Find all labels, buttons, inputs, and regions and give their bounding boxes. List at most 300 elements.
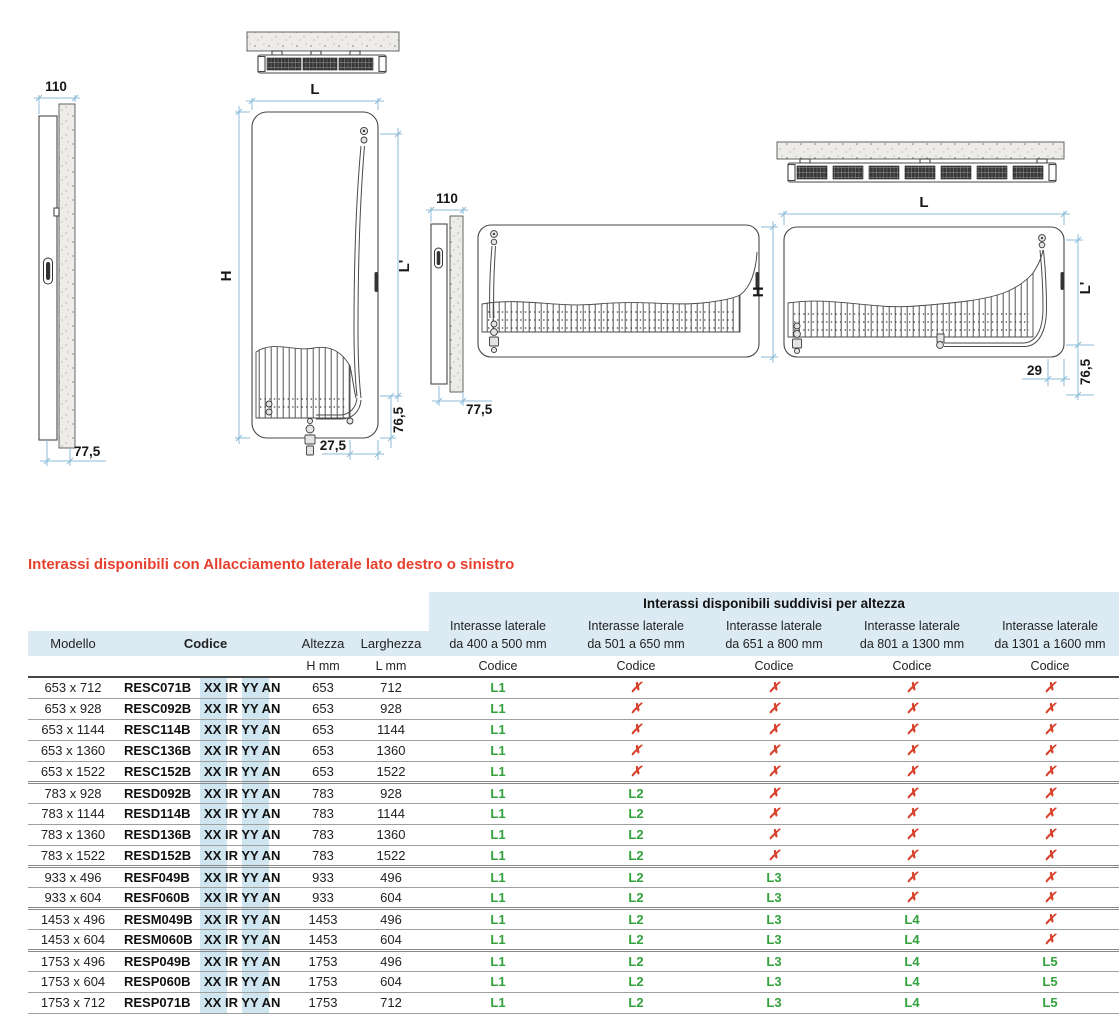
table-row [28, 761, 1119, 782]
dim-vertical-depth-panel: 77,5 [74, 444, 101, 459]
code-base: RESC136B [124, 743, 192, 758]
interasse-code: L1 [490, 743, 506, 758]
interasse-4-label: Interasse laterale [864, 618, 960, 633]
interasse-code: L1 [490, 911, 506, 927]
code-base: RESC152B [124, 763, 192, 779]
code-suffix: XX IR YY AN [204, 827, 281, 842]
code-base: RESM049B [124, 911, 193, 927]
table-row [28, 992, 1119, 1013]
not-available-mark: ✗ [906, 721, 918, 737]
width-cell: 928 [380, 701, 402, 716]
interasse-code-cell-5 [981, 971, 1119, 992]
code-suffix: XX IR YY AN [204, 974, 281, 989]
interasse-code: L2 [628, 869, 644, 885]
height-cell: 783 [312, 806, 334, 821]
height-cell: 653 [312, 763, 334, 779]
height-cell: 653 [312, 680, 334, 696]
interasse-code: L1 [490, 763, 506, 779]
subheader-codice-1: Codice [429, 656, 567, 677]
interasse-code-cell-4 [843, 887, 981, 908]
not-available-mark: ✗ [768, 700, 780, 716]
model-cell: 783 x 1144 [41, 806, 105, 821]
interasse-code: L3 [766, 995, 782, 1010]
code-suffix: XX IR YY AN [204, 869, 281, 885]
code-suffix: XX IR YY AN [204, 806, 281, 821]
table-row [28, 698, 1119, 719]
model-cell: 933 x 496 [44, 869, 102, 885]
code-suffix: XX IR YY AN [204, 995, 281, 1010]
not-available-mark: ✗ [630, 742, 642, 758]
not-available-mark: ✗ [906, 700, 918, 716]
header-spacer [28, 592, 429, 614]
not-available-mark: ✗ [1044, 721, 1056, 737]
horizontal-radiator-front-view-right [778, 194, 1094, 400]
code-base: RESF049B [124, 869, 190, 885]
interasse-code-cell-5 [981, 929, 1119, 950]
group-header: Interassi disponibili suddivisi per altezza [429, 592, 1119, 614]
interasse-code: L5 [1042, 953, 1058, 969]
not-available-mark: ✗ [906, 826, 918, 842]
dim-vertical-height: H [218, 270, 235, 282]
model-cell: 653 x 1360 [40, 743, 106, 758]
dim-horizontal-pipe-offset: 29 [1026, 363, 1042, 378]
interasse-code-cell-1 [429, 845, 567, 866]
width-cell: 496 [380, 953, 402, 969]
not-available-mark: ✗ [630, 679, 642, 696]
interasse-code: L2 [628, 847, 644, 863]
code-cell [118, 824, 293, 845]
availability-table [28, 592, 1119, 1014]
not-available-mark: ✗ [906, 762, 918, 779]
not-available-mark: ✗ [630, 721, 642, 737]
interasse-code-cell-5 [981, 824, 1119, 845]
interasse-code-cell-3 [705, 908, 843, 929]
dim-horizontal-height: H [750, 286, 767, 298]
interasse-code-cell-1 [429, 950, 567, 971]
interasse-code-cell-5 [981, 803, 1119, 824]
model-cell: 783 x 1360 [40, 827, 106, 842]
interasse-code-cell-5 [981, 908, 1119, 929]
interasse-5-range: da 1301 a 1600 mm [994, 636, 1106, 651]
height-cell: 933 [312, 889, 334, 905]
column-header-larghezza [353, 614, 429, 656]
code-cell [118, 845, 293, 866]
interasse-code-cell-4 [843, 992, 981, 1013]
not-available-mark: ✗ [1044, 762, 1056, 779]
interasse-code: L4 [904, 974, 920, 989]
interasse-code-cell-3 [705, 845, 843, 866]
code-suffix: XX IR YY AN [204, 911, 281, 927]
interasse-2-label: Interasse laterale [588, 618, 684, 633]
horizontal-radiator-front-view-left [478, 221, 778, 363]
height-cell: 1753 [308, 995, 338, 1010]
interasse-code-cell-3 [705, 677, 843, 698]
not-available-mark: ✗ [1044, 700, 1056, 716]
not-available-mark: ✗ [906, 805, 918, 821]
table-row [28, 929, 1119, 950]
interasse-code-cell-4 [843, 677, 981, 698]
interasse-code-cell-5 [981, 992, 1119, 1013]
interasse-code-cell-4 [843, 866, 981, 887]
height-cell: 653 [312, 701, 334, 716]
code-cell [118, 782, 293, 803]
model-cell: 933 x 604 [44, 889, 102, 905]
table-row [28, 845, 1119, 866]
not-available-mark: ✗ [906, 784, 918, 801]
code-base: RESC092B [124, 701, 192, 716]
code-base: RESP071B [124, 995, 191, 1010]
dim-horizontal-width: L [919, 194, 929, 211]
interasse-code: L1 [490, 722, 506, 737]
interasse-code-cell-4 [843, 824, 981, 845]
height-cell: 783 [312, 847, 334, 863]
interasse-code-cell-2 [567, 698, 705, 719]
height-cell: 1453 [308, 911, 338, 927]
interasse-code-cell-3 [705, 824, 843, 845]
column-header-codice-label: Codice [183, 636, 228, 651]
code-base: RESP060B [124, 974, 191, 989]
interasse-code: L4 [904, 931, 920, 947]
interasse-code-cell-5 [981, 698, 1119, 719]
not-available-mark: ✗ [768, 679, 780, 696]
interasse-code-cell-1 [429, 824, 567, 845]
interasse-code-cell-1 [429, 698, 567, 719]
code-suffix: XX IR YY AN [204, 847, 281, 863]
interasse-code-cell-1 [429, 992, 567, 1013]
vertical-radiator-top-view [247, 32, 399, 73]
column-header-modello-label: Modello [50, 636, 96, 651]
interasse-code: L3 [766, 931, 782, 947]
interasse-code-cell-2 [567, 740, 705, 761]
dim-vertical-pipe-offset: 27,5 [319, 438, 346, 453]
width-cell: 496 [380, 911, 402, 927]
code-base: RESP049B [124, 953, 191, 969]
dim-vertical-depth-total: 110 [45, 79, 67, 94]
code-cell [118, 929, 293, 950]
width-cell: 1144 [377, 806, 405, 821]
interasse-code-cell-4 [843, 950, 981, 971]
interasse-code-cell-2 [567, 971, 705, 992]
column-header-interasse-5 [981, 614, 1119, 656]
code-base: RESF060B [124, 889, 190, 905]
not-available-mark: ✗ [1044, 868, 1056, 885]
interasse-code: L5 [1042, 995, 1058, 1010]
column-header-altezza [293, 614, 353, 656]
code-cell [118, 761, 293, 782]
interasse-code-cell-2 [567, 908, 705, 929]
model-cell: 653 x 712 [44, 680, 102, 696]
not-available-mark: ✗ [768, 742, 780, 758]
not-available-mark: ✗ [768, 826, 780, 842]
table-row [28, 803, 1119, 824]
model-cell: 1453 x 496 [40, 911, 106, 927]
interasse-code-cell-2 [567, 677, 705, 698]
interasse-code: L1 [490, 869, 506, 885]
interasse-code-cell-2 [567, 719, 705, 740]
interasse-3-range: da 651 a 800 mm [725, 636, 823, 651]
code-cell [118, 740, 293, 761]
interasse-code: L2 [628, 785, 644, 801]
code-base: RESD114B [124, 806, 191, 821]
code-suffix: XX IR YY AN [204, 931, 281, 947]
height-cell: 783 [312, 827, 334, 842]
not-available-mark: ✗ [1044, 826, 1056, 842]
table-row [28, 908, 1119, 929]
subheader-codice-3: Codice [705, 656, 843, 677]
code-cell [118, 908, 293, 929]
interasse-code-cell-3 [705, 719, 843, 740]
interasse-code: L1 [490, 701, 506, 716]
not-available-mark: ✗ [906, 868, 918, 885]
code-cell [118, 866, 293, 887]
dim-horizontal-interaxis: L' [1077, 281, 1094, 295]
interasse-code-cell-1 [429, 929, 567, 950]
table-row [28, 782, 1119, 803]
interasse-code-cell-3 [705, 887, 843, 908]
code-suffix: XX IR YY AN [204, 680, 281, 696]
interasse-code: L1 [490, 974, 506, 989]
not-available-mark: ✗ [768, 846, 780, 863]
interasse-code-cell-4 [843, 929, 981, 950]
interasse-code-cell-2 [567, 866, 705, 887]
code-cell [118, 887, 293, 908]
interasse-code-cell-3 [705, 782, 843, 803]
interasse-code: L2 [628, 995, 644, 1010]
interasse-code: L3 [766, 911, 782, 927]
subheader-empty-2 [118, 656, 293, 677]
interasse-2-range: da 501 a 650 mm [587, 636, 685, 651]
model-cell: 1753 x 712 [40, 995, 106, 1010]
interasse-code-cell-3 [705, 950, 843, 971]
height-cell: 783 [312, 785, 334, 801]
interasse-code: L1 [490, 785, 506, 801]
interasse-code: L2 [628, 953, 644, 969]
interasse-code-cell-5 [981, 887, 1119, 908]
table-row [28, 866, 1119, 887]
dim-horizontal-depth-panel: 77,5 [466, 402, 493, 417]
availability-table-wrap [28, 592, 1119, 1014]
code-suffix: XX IR YY AN [204, 763, 281, 779]
width-cell: 1522 [376, 847, 406, 863]
interasse-code-cell-4 [843, 698, 981, 719]
interasse-code-cell-3 [705, 761, 843, 782]
interasse-3-label: Interasse laterale [726, 618, 822, 633]
table-row [28, 740, 1119, 761]
model-cell: 783 x 928 [44, 785, 102, 801]
interasse-code-cell-5 [981, 845, 1119, 866]
interasse-code: L3 [766, 974, 782, 989]
subheader-codice-5: Codice [981, 656, 1119, 677]
interasse-code: L2 [628, 911, 644, 927]
height-cell: 653 [312, 722, 334, 737]
dim-vertical-width: L [310, 81, 320, 98]
interasse-code-cell-1 [429, 761, 567, 782]
not-available-mark: ✗ [1044, 930, 1056, 947]
not-available-mark: ✗ [630, 700, 642, 716]
interasse-code-cell-5 [981, 677, 1119, 698]
width-cell: 496 [380, 869, 402, 885]
width-cell: 1360 [376, 743, 406, 758]
interasse-code-cell-1 [429, 740, 567, 761]
code-cell [118, 803, 293, 824]
interasse-code-cell-3 [705, 803, 843, 824]
table-row [28, 719, 1119, 740]
code-cell [118, 677, 293, 698]
not-available-mark: ✗ [1044, 888, 1056, 905]
interasse-code-cell-4 [843, 782, 981, 803]
column-header-interasse-2 [567, 614, 705, 656]
interasse-code: L5 [1042, 974, 1058, 989]
interasse-code-cell-2 [567, 824, 705, 845]
interasse-code-cell-4 [843, 845, 981, 866]
interasse-code-cell-3 [705, 866, 843, 887]
interasse-1-range: da 400 a 500 mm [449, 636, 547, 651]
interasse-code-cell-4 [843, 761, 981, 782]
code-suffix: XX IR YY AN [204, 889, 281, 905]
subheader-lmm: L mm [353, 656, 429, 677]
model-cell: 653 x 1144 [41, 722, 105, 737]
width-cell: 928 [380, 785, 402, 801]
interasse-code-cell-5 [981, 782, 1119, 803]
code-suffix: XX IR YY AN [204, 953, 281, 969]
code-base: RESD136B [124, 827, 192, 842]
code-cell [118, 992, 293, 1013]
interasse-code-cell-1 [429, 782, 567, 803]
interasse-code-cell-3 [705, 971, 843, 992]
interasse-code-cell-1 [429, 677, 567, 698]
not-available-mark: ✗ [1044, 805, 1056, 821]
interasse-code: L2 [628, 827, 644, 842]
interasse-code-cell-5 [981, 866, 1119, 887]
interasse-code-cell-2 [567, 887, 705, 908]
interasse-code: L2 [628, 806, 644, 821]
model-cell: 1453 x 604 [40, 931, 106, 947]
not-available-mark: ✗ [630, 762, 642, 779]
interasse-code: L2 [628, 889, 644, 905]
dim-horizontal-bottom-offset: 76,5 [1078, 358, 1093, 386]
interasse-code-cell-1 [429, 803, 567, 824]
interasse-code: L1 [490, 995, 506, 1010]
interasse-code-cell-5 [981, 761, 1119, 782]
height-cell: 1453 [308, 931, 338, 947]
model-cell: 1753 x 604 [40, 974, 106, 989]
interasse-code: L1 [490, 889, 506, 905]
interasse-code-cell-1 [429, 887, 567, 908]
subheader-hmm: H mm [293, 656, 353, 677]
interasse-code-cell-4 [843, 803, 981, 824]
interasse-code-cell-3 [705, 740, 843, 761]
interasse-code-cell-2 [567, 782, 705, 803]
dim-vertical-bottom-offset: 76,5 [391, 406, 406, 434]
code-base: RESD092B [124, 785, 192, 801]
not-available-mark: ✗ [906, 679, 918, 696]
not-available-mark: ✗ [768, 805, 780, 821]
interasse-code: L4 [904, 995, 920, 1010]
subheader-codice-2: Codice [567, 656, 705, 677]
interasse-code-cell-5 [981, 719, 1119, 740]
interasse-code-cell-1 [429, 971, 567, 992]
model-cell: 783 x 1522 [40, 847, 106, 863]
column-header-modello [28, 614, 118, 656]
not-available-mark: ✗ [768, 784, 780, 801]
width-cell: 1360 [376, 827, 406, 842]
table-body [28, 677, 1119, 1013]
interasse-code: L4 [904, 911, 920, 927]
interasse-1-label: Interasse laterale [450, 618, 546, 633]
column-header-codice [118, 614, 293, 656]
code-cell [118, 950, 293, 971]
table-row [28, 824, 1119, 845]
interasse-code-cell-1 [429, 866, 567, 887]
code-base: RESC071B [124, 680, 192, 696]
not-available-mark: ✗ [1044, 742, 1056, 758]
interasse-code: L2 [628, 931, 644, 947]
height-cell: 1753 [308, 953, 338, 969]
code-cell [118, 971, 293, 992]
model-cell: 653 x 1522 [40, 763, 106, 779]
interasse-code-cell-5 [981, 740, 1119, 761]
interasse-code: L4 [904, 953, 920, 969]
width-cell: 712 [380, 680, 402, 696]
interasse-code: L1 [490, 847, 506, 863]
code-base: RESD152B [124, 847, 192, 863]
not-available-mark: ✗ [1044, 784, 1056, 801]
width-cell: 1522 [376, 763, 406, 779]
interasse-code-cell-2 [567, 929, 705, 950]
interasse-code: L3 [766, 889, 782, 905]
code-suffix: XX IR YY AN [204, 743, 281, 758]
column-header-larghezza-label: Larghezza [360, 636, 422, 651]
interasse-code-cell-4 [843, 971, 981, 992]
horizontal-radiator-top-view [777, 142, 1064, 182]
not-available-mark: ✗ [906, 846, 918, 863]
not-available-mark: ✗ [1044, 679, 1056, 696]
code-cell [118, 719, 293, 740]
interasse-4-range: da 801 a 1300 mm [859, 636, 965, 651]
vertical-radiator-front-view [218, 81, 413, 460]
table-row [28, 677, 1119, 698]
column-header-altezza-label: Altezza [301, 636, 345, 651]
width-cell: 1144 [377, 722, 405, 737]
interasse-code-cell-2 [567, 761, 705, 782]
interasse-code: L1 [490, 680, 506, 696]
interasse-code-cell-1 [429, 719, 567, 740]
not-available-mark: ✗ [768, 721, 780, 737]
not-available-mark: ✗ [906, 742, 918, 758]
table-row [28, 971, 1119, 992]
interasse-code-cell-2 [567, 992, 705, 1013]
column-header-interasse-3 [705, 614, 843, 656]
vertical-radiator-side-view [34, 79, 106, 466]
column-header-interasse-1 [429, 614, 567, 656]
interasse-code-cell-1 [429, 908, 567, 929]
not-available-mark: ✗ [768, 762, 780, 779]
model-cell: 653 x 928 [44, 701, 102, 716]
subheader-codice-4: Codice [843, 656, 981, 677]
not-available-mark: ✗ [1044, 846, 1056, 863]
height-cell: 1753 [308, 974, 338, 989]
width-cell: 604 [380, 889, 402, 905]
interasse-code: L3 [766, 953, 782, 969]
interasse-code-cell-3 [705, 992, 843, 1013]
code-suffix: XX IR YY AN [204, 701, 281, 716]
not-available-mark: ✗ [906, 888, 918, 905]
section-title: Interassi disponibili con Allacciamento laterale lato destro o sinistro [28, 556, 515, 573]
interasse-code: L2 [628, 974, 644, 989]
code-base: RESM060B [124, 931, 193, 947]
interasse-code-cell-4 [843, 719, 981, 740]
code-base: RESC114B [124, 722, 191, 737]
